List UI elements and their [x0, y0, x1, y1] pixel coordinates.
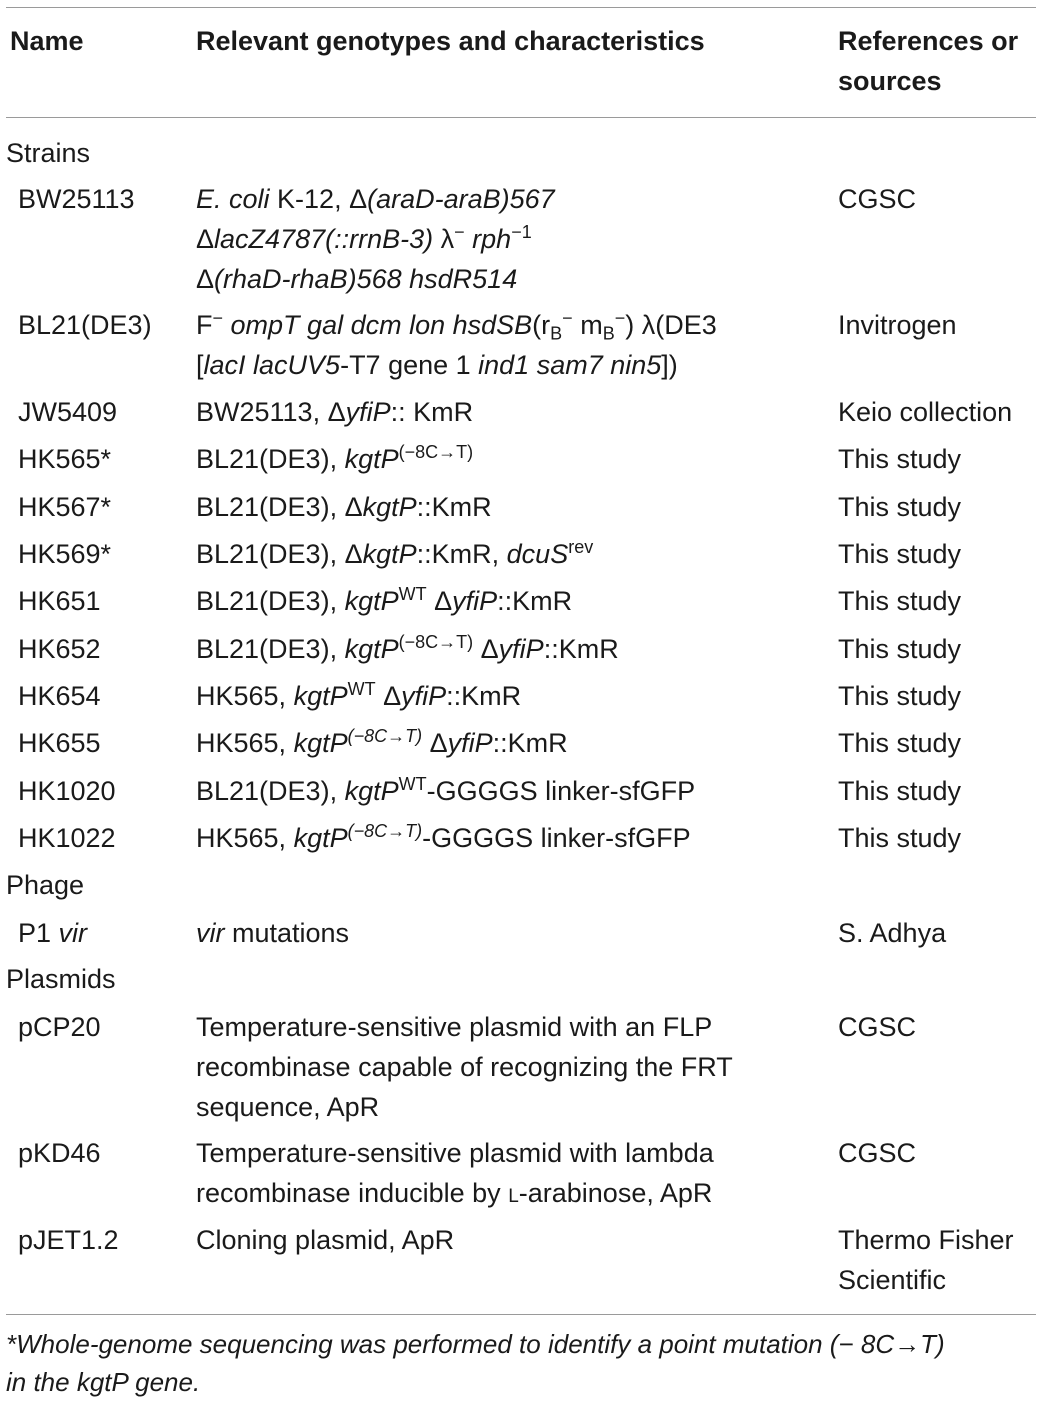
- row-genotype: BL21(DE3), kgtP$^{WT}$ ΔyfiP::KmR: [196, 584, 573, 616]
- header-rule: [6, 117, 1036, 118]
- row-genotype: Cloning plasmid, ApR: [196, 1225, 455, 1255]
- row-genotype: vir mutations: [196, 918, 350, 948]
- row-name: HK569*: [18, 539, 112, 569]
- row-name: BW25113: [18, 184, 135, 214]
- row-name: P1 vir: [18, 918, 88, 948]
- row-genotype: E. coli K-12, Δ(araD-araB)567 ΔlacZ4787(::rrnB-3) λ− rph$^{-1}$ Δ(rhaD-rhaB)568 hsdR514: [196, 184, 555, 294]
- row-reference: This study: [838, 586, 962, 616]
- row-reference: Thermo Fisher Scientific: [838, 1225, 1014, 1295]
- row-name: HK654: [18, 681, 101, 711]
- row-reference: This study: [838, 539, 962, 569]
- row-name: HK652: [18, 634, 101, 664]
- top-rule: [6, 7, 1036, 8]
- row-genotype: BL21(DE3), kgtP$^{(-8C\to T)}$: [196, 442, 474, 474]
- row-genotype: BL21(DE3), kgtP$^{WT}$-GGGGS linker-sfGFP: [196, 774, 696, 806]
- header-references: [838, 21, 1018, 101]
- row-genotype: Temperature-sensitive plasmid with lambda recombinase inducible by l-arabinose, ApR: [196, 1138, 714, 1208]
- row-genotype: BL21(DE3), ΔkgtP::KmR: [196, 492, 492, 522]
- row-reference: CGSC: [838, 1138, 917, 1168]
- row-reference: Keio collection: [838, 397, 1013, 427]
- row-genotype: HK565, kgtP$^{(-8C\to T)}$ ΔyfiP::KmR: [196, 726, 568, 758]
- row-name: HK1022: [18, 823, 116, 853]
- row-name: HK565*: [18, 444, 112, 474]
- row-reference: CGSC: [838, 184, 917, 214]
- row-genotype: HK565, kgtP$^{(-8C\to T)}$-GGGGS linker-sfGFP: [196, 821, 691, 853]
- row-reference: This study: [838, 728, 962, 758]
- row-genotype: Temperature-sensitive plasmid with an FLP recombinase capable of recognizing the FRT sequence, ApR: [196, 1012, 733, 1122]
- header-references-line1: References or: [838, 26, 1019, 56]
- row-reference: This study: [838, 634, 962, 664]
- row-genotype: BL21(DE3), kgtP$^{(-8C\to T)}$ ΔyfiP::KmR: [196, 632, 619, 664]
- row-name: HK567*: [18, 492, 112, 522]
- row-genotype: HK565, kgtP$^{WT}$ ΔyfiP::KmR: [196, 679, 522, 711]
- row-name: pKD46: [18, 1138, 101, 1168]
- header-genotypes: Relevant genotypes and characteristics: [196, 26, 705, 56]
- header-references-line2: sources: [838, 66, 942, 96]
- row-name: HK655: [18, 728, 101, 758]
- row-name: HK1020: [18, 776, 116, 806]
- section-strains: Strains: [6, 138, 91, 168]
- row-genotype: F− ompT gal dcm lon $hsdSB(r_B^-$ $m_B^-$) λ(DE3 [lacI lacUV5-T7 gene 1 ind1 sam7 nin5]): [196, 308, 717, 380]
- row-reference: This study: [838, 444, 962, 474]
- section-phage: Phage: [6, 870, 85, 900]
- row-reference: This study: [838, 492, 962, 522]
- row-reference: This study: [838, 823, 962, 853]
- row-genotype: BL21(DE3), ΔkgtP::KmR, dcuS$^{rev}$: [196, 537, 594, 569]
- row-reference: Invitrogen: [838, 310, 957, 340]
- section-plasmids: Plasmids: [6, 964, 116, 994]
- row-genotype: BW25113, ΔyfiP:: KmR: [196, 397, 474, 427]
- row-name: pCP20: [18, 1012, 101, 1042]
- footnote: [6, 1325, 1040, 1401]
- header-name: Name: [10, 26, 84, 56]
- row-name: BL21(DE3): [18, 310, 152, 340]
- row-name: JW5409: [18, 397, 118, 427]
- footnote-line1: *Whole-genome sequencing was performed to identify a point mutation (− 8C→T): [6, 1329, 945, 1359]
- row-reference: S. Adhya: [838, 918, 947, 948]
- footnote-line2: in the kgtP gene.: [6, 1367, 201, 1397]
- row-reference: This study: [838, 681, 962, 711]
- row-reference: This study: [838, 776, 962, 806]
- bottom-rule: [6, 1314, 1036, 1315]
- row-name: pJET1.2: [18, 1225, 119, 1255]
- row-name: HK651: [18, 586, 101, 616]
- row-reference: CGSC: [838, 1012, 917, 1042]
